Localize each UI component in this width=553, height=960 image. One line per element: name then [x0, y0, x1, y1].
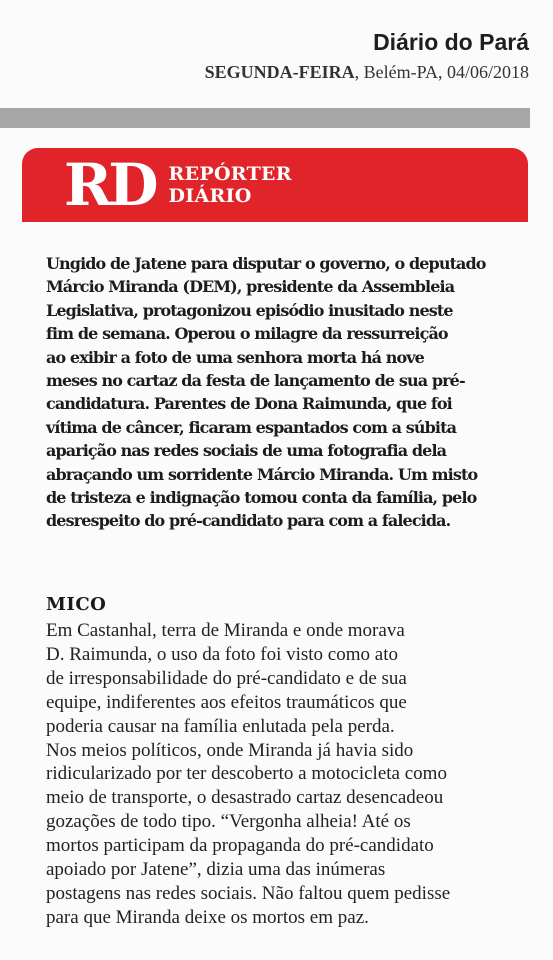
- body-line: poderia causar na família enlutada pela perda.: [46, 715, 395, 737]
- body-line: ridicularizado por ter descoberto a motocicleta como: [46, 763, 447, 785]
- lead-line: candidatura. Parentes de Dona Raimunda, que foi: [46, 394, 452, 414]
- column-title-line-1: REPÓRTER: [168, 163, 292, 185]
- masthead: [205, 28, 529, 84]
- body-line: Nos meios políticos, onde Miranda já havia sido: [46, 739, 414, 761]
- column-title-line-2: DIÁRIO: [168, 185, 252, 207]
- lead-line: ao exibir a foto de uma senhora morta há nove: [46, 347, 424, 367]
- column-title: [169, 163, 292, 207]
- body-line: gozações de todo tipo. “Vergonha alheia! Até os: [46, 811, 411, 833]
- lead-line: vítima de câncer, ficaram espantados com a súbita: [46, 417, 457, 437]
- lead-line: meses no cartaz da festa de lançamento de sua pré-: [46, 371, 465, 391]
- body-line: equipe, indiferentes aos efeitos traumáticos que: [46, 691, 407, 713]
- lead-line: de tristeza e indignação tomou conta da família, pelo: [46, 488, 477, 508]
- section-heading: MICO: [46, 594, 107, 615]
- lead-line: abraçando um sorridente Márcio Miranda. Um misto: [46, 464, 478, 484]
- body-line: apoiado por Jatene”, dizia uma das inúmeras: [46, 859, 386, 881]
- body-line: mortos participam da propaganda do pré-candidato: [46, 835, 434, 857]
- weekday: SEGUNDA-FEIRA: [204, 62, 355, 82]
- column-banner: [22, 148, 528, 222]
- body-line: meio de transporte, o desastrado cartaz desencadeou: [46, 787, 444, 809]
- lead-line: Legislativa, protagonizou episódio inusitado neste: [46, 300, 453, 320]
- lead-line: Márcio Miranda (DEM), presidente da Assembleia: [46, 277, 455, 297]
- body-line: para que Miranda deixe os mortos em paz.: [46, 906, 369, 928]
- lead-line: Ungido de Jatene para disputar o governo, o deputado: [46, 254, 486, 273]
- section-body: [46, 619, 536, 930]
- place-date: , Belém-PA, 04/06/2018: [354, 62, 529, 82]
- body-line: D. Raimunda, o uso da foto foi visto como ato: [46, 643, 398, 665]
- body-line: postagens nas redes sociais. Não faltou quem pedisse: [46, 882, 451, 904]
- body-line: Em Castanhal, terra de Miranda e onde morava: [46, 620, 405, 641]
- separator-bar: [0, 108, 530, 128]
- lead-line: aparição nas redes sociais de uma fotografia dela: [46, 441, 447, 461]
- lead-paragraph: [46, 252, 530, 533]
- lead-line: desrespeito do pré-candidato para com a falecida.: [46, 511, 451, 531]
- body-line: de irresponsabilidade do pré-candidato e de sua: [46, 667, 407, 689]
- rd-logo: RD: [64, 151, 155, 219]
- dateline: [205, 60, 529, 84]
- newspaper-name: Diário do Pará: [373, 29, 529, 55]
- lead-line: fim de semana. Operou o milagre da ressurreição: [46, 324, 448, 344]
